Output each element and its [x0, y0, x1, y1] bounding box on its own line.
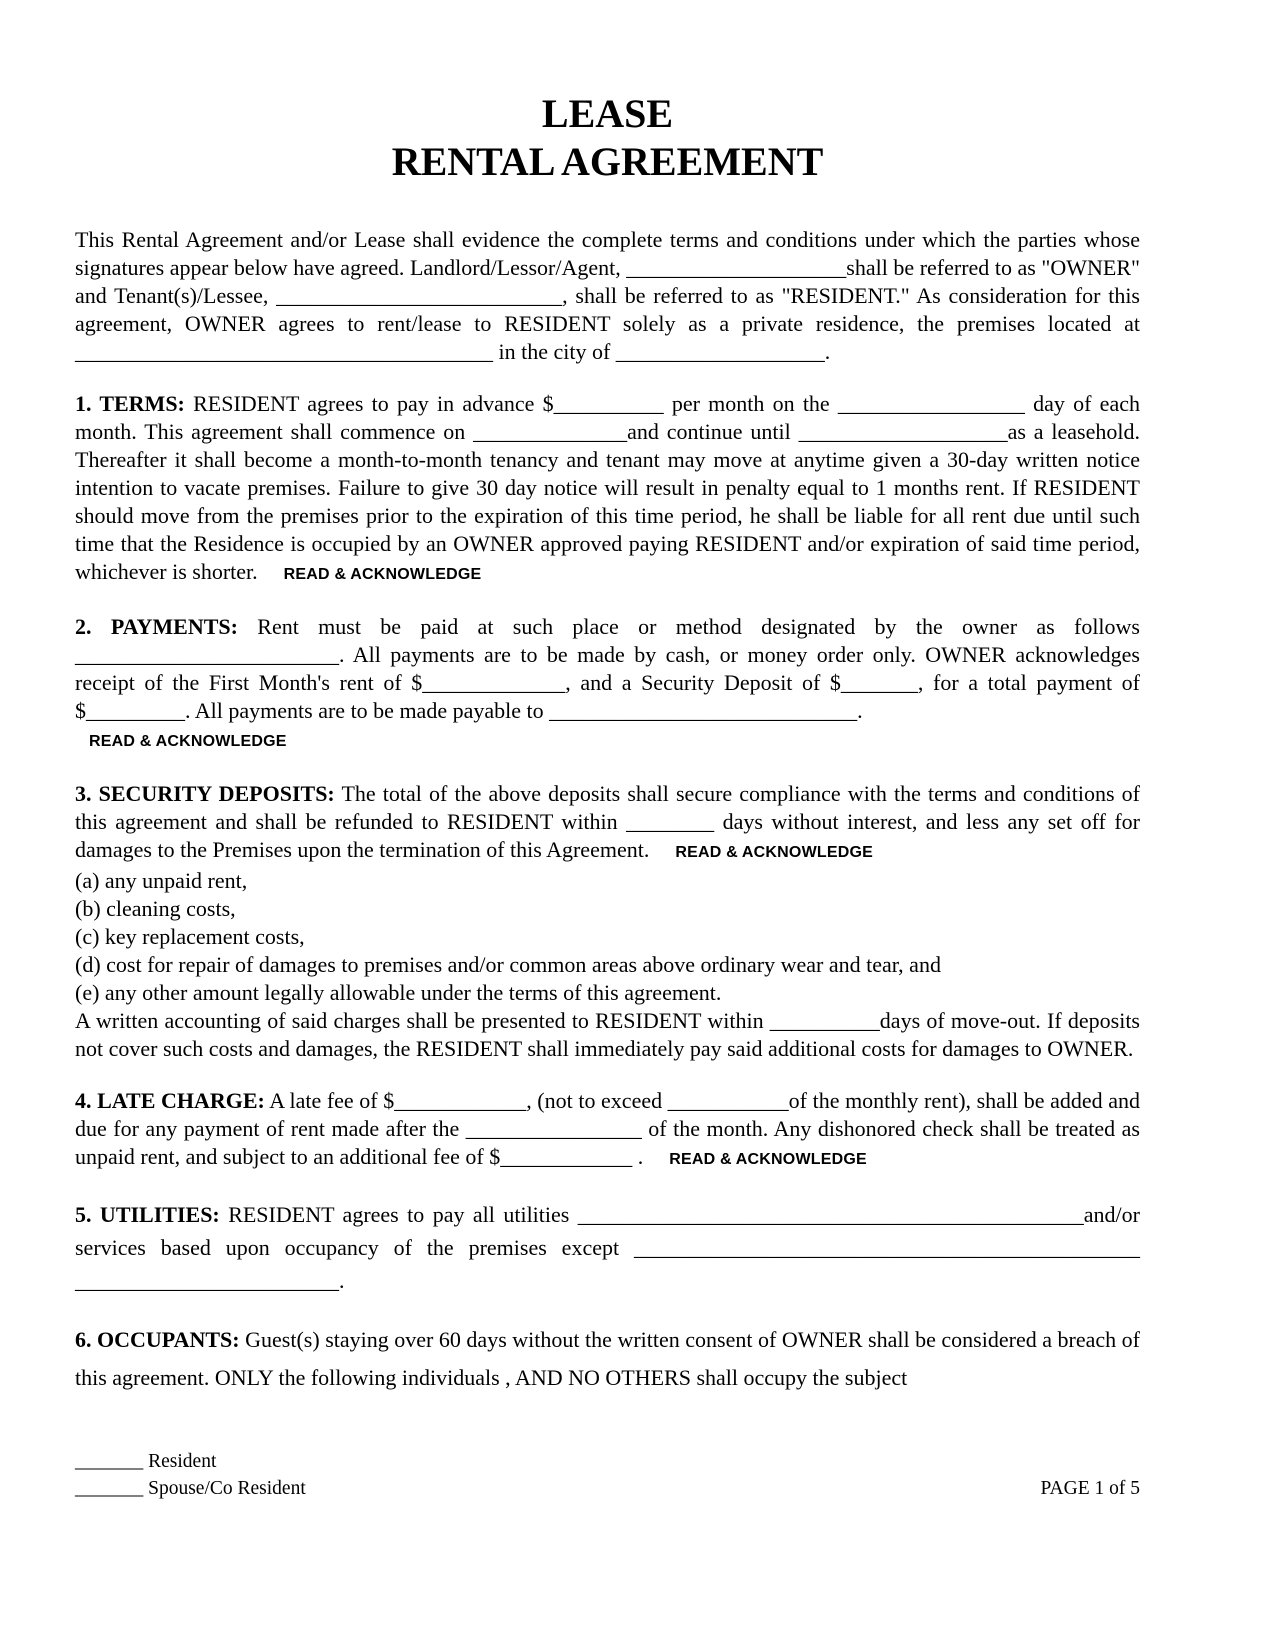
deduction-item-e: (e) any other amount legally allowable under the terms of this agreement. [75, 980, 722, 1005]
page-footer [75, 1448, 1140, 1502]
read-acknowledge-label: READ & ACKNOWLEDGE [89, 733, 287, 750]
intro-paragraph [75, 226, 1140, 366]
section-security-deposits-accounting: A written accounting of said charges shall be presented to RESIDENT within __________days of move-out. If deposits not cover such costs and damages, the RESIDENT shall immediately pay said additional costs for damages to OWNER. [75, 1008, 1140, 1061]
section-security-deposits-heading: 3. SECURITY DEPOSITS: [75, 781, 335, 806]
resident-initial-line: _______ Resident [75, 1451, 217, 1472]
section-late-charge [75, 1087, 1140, 1174]
section-security-deposits-intro [75, 780, 1140, 867]
document-title [75, 90, 1140, 186]
section-utilities-body: RESIDENT agrees to pay all utilities ______________________________________________and/or services based upon occupancy of the premises except ______________________________________________ ________________________. [75, 1202, 1140, 1293]
deduction-item-c: (c) key replacement costs, [75, 924, 305, 949]
section-payments [75, 613, 1140, 756]
section-occupants [75, 1321, 1140, 1397]
page-number: PAGE 1 of 5 [1040, 1478, 1140, 1499]
section-terms-heading: 1. TERMS: [75, 391, 185, 416]
section-occupants-heading: 6. OCCUPANTS: [75, 1327, 240, 1352]
section-late-charge-heading: 4. LATE CHARGE: [75, 1088, 265, 1113]
title-line-rental-agreement: RENTAL AGREEMENT [391, 139, 824, 184]
section-payments-body: Rent must be paid at such place or method designated by the owner as follows ________________________. All payments are to be made by cash, or money order only. OWNER acknowledges receipt of the First Month's rent of $_____________, and a Security Deposit of $_______, for a total payment of $_________. All payments are to be made payable to ____________________________. [75, 614, 1140, 723]
deduction-item-a: (a) any unpaid rent, [75, 868, 248, 893]
signature-initial-lines [75, 1448, 306, 1502]
section-security-deposits-body: The total of the above deposits shall secure compliance with the terms and conditions of this agreement and shall be refunded to RESIDENT within ________ days without interest, and less any set off for damages to the Premises upon the termination of this Agreement. [75, 781, 1141, 862]
section-terms [75, 390, 1140, 589]
section-utilities [75, 1198, 1140, 1297]
deduction-item-b: (b) cleaning costs, [75, 896, 236, 921]
section-payments-heading: 2. PAYMENTS: [75, 614, 238, 639]
section-security-deposits [75, 780, 1140, 1063]
spouse-co-resident-initial-line: _______ Spouse/Co Resident [75, 1478, 306, 1499]
section-occupants-body: Guest(s) staying over 60 days without the written consent of OWNER shall be considered a breach of this agreement. ONLY the following individuals , AND NO OTHERS shall occupy the subject [75, 1327, 1140, 1390]
section-terms-body: RESIDENT agrees to pay in advance $__________ per month on the _________________ day of each month. This agreement shall commence on ______________and continue until ___________________as a leasehold. Thereafter it shall become a month-to-month tenancy and tenant may move at anytime given a 30-day written notice intention to vacate premises. Failure to give 30 day notice will result in penalty equal to 1 months rent. If RESIDENT should move from the premises prior to the expiration of this time period, he shall be liable for all rent due until such time that the Residence is occupied by an OWNER approved paying RESIDENT and/or expiration of said time period, whichever is shorter. [75, 391, 1140, 584]
section-utilities-heading: 5. UTILITIES: [75, 1202, 220, 1227]
title-line-lease: LEASE [541, 91, 674, 136]
read-acknowledge-label: READ & ACKNOWLEDGE [675, 844, 873, 861]
intro-text: This Rental Agreement and/or Lease shall evidence the complete terms and conditions under which the parties whose signatures appear below have agreed. Landlord/Lessor/Agent, ____________________shall be referred to as "OWNER" and Tenant(s)/Lessee, __________________________, shall be referred to as "RESIDENT." As consideration for this agreement, OWNER agrees to rent/lease to RESIDENT solely as a private residence, the premises located at ______________________________________ in the city of ___________________. [75, 227, 1140, 364]
section-late-charge-body: A late fee of $____________, (not to exceed ___________of the monthly rent), shall be added and due for any payment of rent made after the ________________ of the month. Any dishonored check shall be treated as unpaid rent, and subject to an additional fee of $____________ . [75, 1088, 1141, 1169]
read-acknowledge-label: READ & ACKNOWLEDGE [283, 566, 482, 583]
read-acknowledge-label: READ & ACKNOWLEDGE [669, 1151, 867, 1168]
deduction-item-d: (d) cost for repair of damages to premises and/or common areas above ordinary wear and tear, and [75, 952, 941, 977]
